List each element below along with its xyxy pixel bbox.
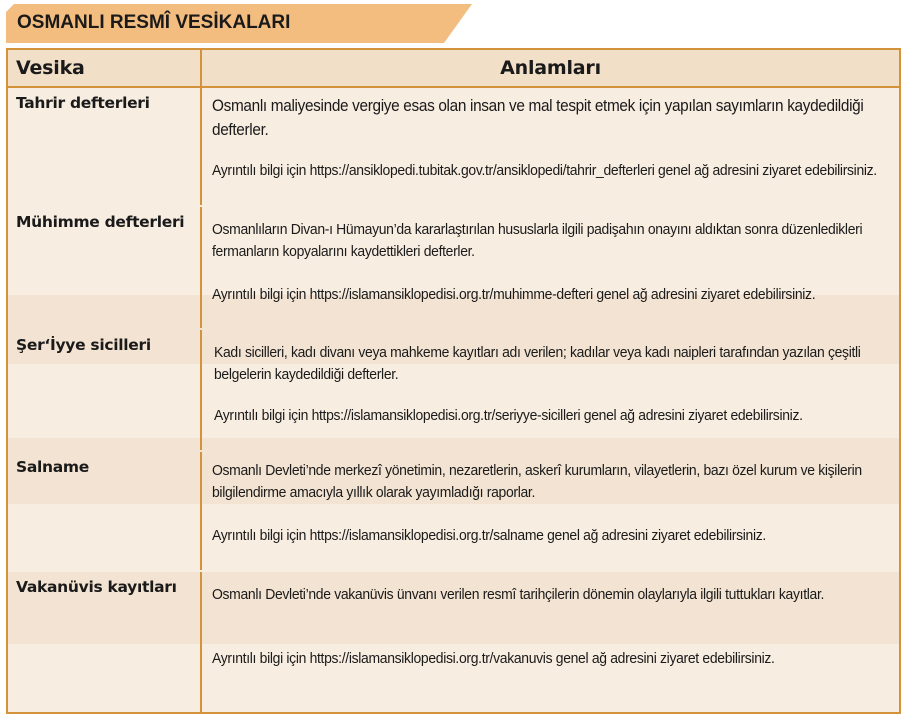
document-meaning-cell	[202, 330, 899, 450]
document-name: Vakanüvis kayıtları	[8, 572, 202, 712]
document-description: Osmanlı Devleti’nde vakanüvis ünvanı verilen resmî tarihçilerin dönemin olaylarıyla ilgili tuttukları kayıtlar.	[212, 586, 825, 603]
table-header-row	[8, 50, 899, 88]
documents-table	[6, 48, 901, 714]
table-row	[8, 207, 899, 330]
document-meaning-cell	[202, 572, 899, 712]
document-name: Mühimme defterleri	[8, 207, 202, 328]
document-meaning-cell	[202, 207, 899, 328]
document-description: Osmanlı Devleti’nde merkezî yönetimin, nezaretlerin, askerî kurumların, vilayetlerin, bazı özel kurum ve kişilerin bilgilendirme amacıyla yıllık olarak yayımladığı raporlar.	[212, 462, 862, 501]
table-row	[8, 330, 899, 452]
document-meaning-cell	[202, 88, 899, 205]
more-info-text: Ayrıntılı bilgi için https://ansiklopedi.tubitak.gov.tr/ansiklopedi/tahrir_defterleri genel ağ adresini ziyaret edebilirsiniz.	[212, 162, 877, 179]
document-description: Osmanlıların Divan-ı Hümayun’da kararlaştırılan hususlarla ilgili padişahın onayını aldıktan sonra düzenledikleri fermanların kopyalarını kaydettikleri defterler.	[212, 221, 863, 260]
table-row	[8, 452, 899, 572]
table-row	[8, 88, 899, 207]
document-description: Osmanlı maliyesinde vergiye esas olan insan ve mal tespit etmek için yapılan sayımların kaydedildiği defterler.	[212, 97, 864, 139]
section-title: OSMANLI RESMÎ VESİKALARI	[17, 12, 291, 33]
column-header-meanings: Anlamları	[500, 57, 601, 79]
more-info-text: Ayrıntılı bilgi için https://islamansiklopedisi.org.tr/muhimme-defteri genel ağ adresini ziyaret edebilirsiniz.	[212, 286, 816, 303]
column-header-document: Vesika	[8, 50, 202, 86]
document-name: Salname	[8, 452, 202, 570]
document-meaning-cell	[202, 452, 899, 570]
more-info-text: Ayrıntılı bilgi için https://islamansiklopedisi.org.tr/vakanuvis genel ağ adresini ziyaret edebilirsiniz.	[212, 650, 775, 667]
table-row	[8, 572, 899, 712]
more-info-text: Ayrıntılı bilgi için https://islamansiklopedisi.org.tr/seriyye-sicilleri genel ağ adresini ziyaret edebilirsiniz.	[214, 407, 803, 424]
document-description: Kadı sicilleri, kadı divanı veya mahkeme kayıtları adı verilen; kadılar veya kadı naipleri tarafından yazılan çeşitli belgelerin kaydedildiği defterler.	[214, 344, 861, 383]
document-name: Tahrir defterleri	[8, 88, 202, 205]
document-name: Şer‘İyye sicilleri	[8, 330, 202, 450]
more-info-text: Ayrıntılı bilgi için https://islamansiklopedisi.org.tr/salname genel ağ adresini ziyaret edebilirsiniz.	[212, 527, 766, 544]
